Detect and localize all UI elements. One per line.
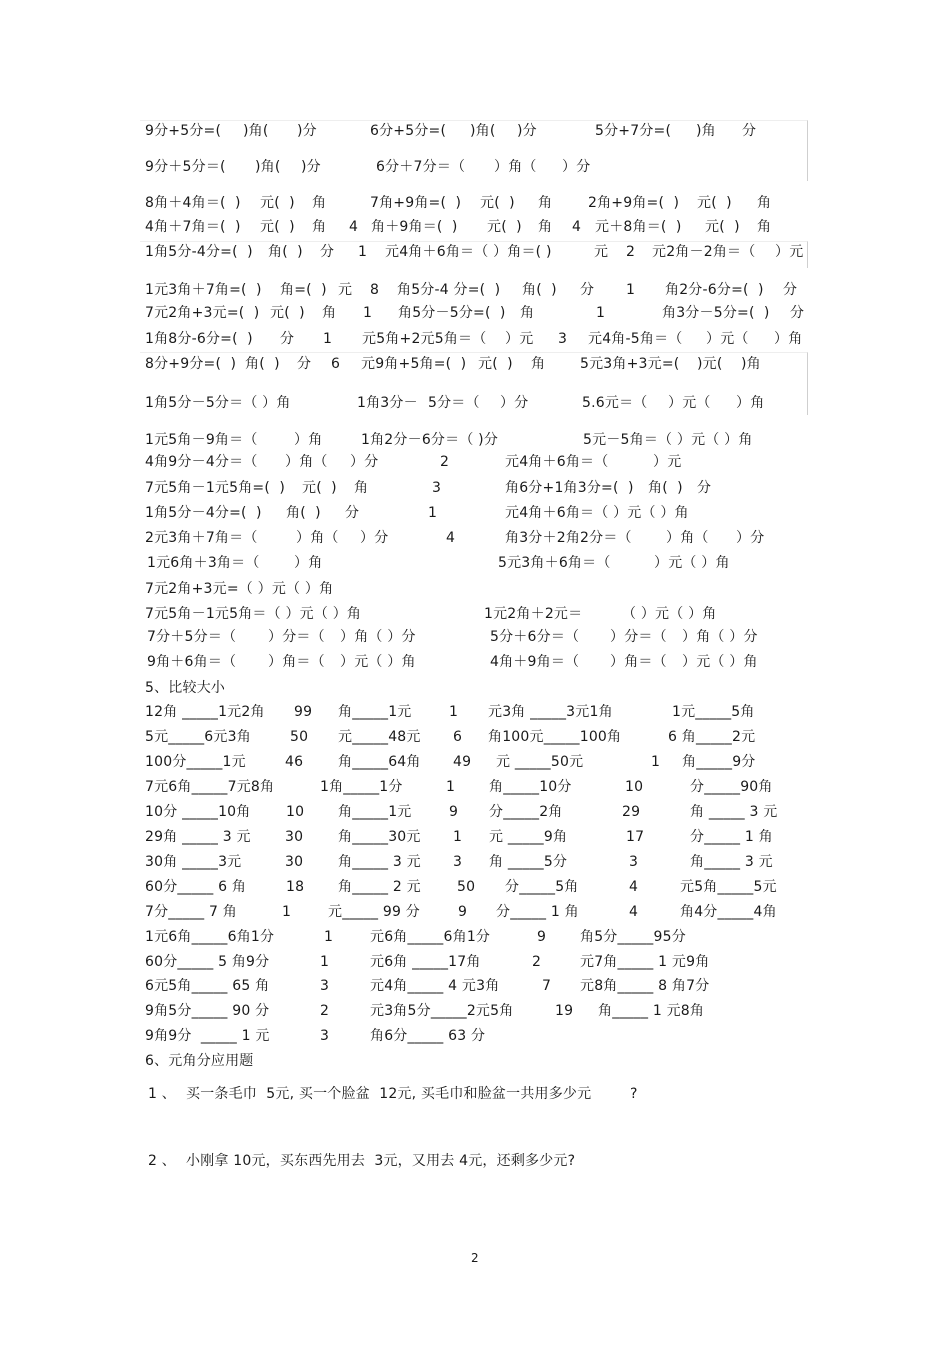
cell: 7元5角－1元5角=( ) [145, 480, 285, 496]
compare-row-9 [0, 901, 950, 923]
cell: )分 [301, 159, 321, 175]
cell: 元( ) [260, 219, 295, 235]
cell: 角 [322, 305, 337, 321]
cell: 分_____ 1 角 [690, 829, 773, 845]
cell: 4 [629, 879, 639, 895]
cell: 角_____ 2 元 [338, 879, 421, 895]
cell: 分_____90角 [690, 779, 773, 795]
cell: )角( [470, 123, 496, 139]
cell: 元5角_____5元 [680, 879, 777, 895]
cell: 1元3角＋7角=( ) [145, 282, 262, 298]
cell: ）角（ ）分 [340, 629, 416, 645]
cell: 5元－5角＝（ ）元（ ）角 [583, 432, 753, 448]
cell: 3 [629, 854, 639, 870]
cell: 9角9分 _____ 1 元 [145, 1028, 270, 1044]
cell: 元( ) [487, 219, 522, 235]
cell: 7元2角+3元=（ ）元（ ）角 [145, 581, 334, 597]
cell: ）角（ [666, 530, 709, 546]
cell: 1 [323, 331, 333, 347]
compare-row-5 [0, 801, 950, 823]
cell: 1 [358, 244, 368, 260]
compare-row-2 [0, 726, 950, 748]
cell: 角2分-6分=( ) [665, 282, 764, 298]
cell: 分 [280, 331, 295, 347]
cell: 5元3角＋6角＝（ [498, 555, 611, 571]
exercise-row-18 [0, 603, 950, 625]
cell: 5分＋6分＝（ [490, 629, 580, 645]
cell: 1元6角_____6角1分 [145, 929, 275, 945]
cell: 角 [757, 219, 772, 235]
cell: )角 [741, 356, 761, 372]
cell: 18 [286, 879, 305, 895]
cell: 角6分_____ 63 分 [370, 1028, 486, 1044]
cell: 60分_____ 5 角9分 [145, 954, 270, 970]
cell: 分_____2角 [489, 804, 563, 820]
cell: 角 [538, 219, 553, 235]
exercise-row-20 [0, 651, 950, 673]
cell: 角5分-4 分=( ) [397, 282, 501, 298]
cell: 角 _____5分 [489, 854, 568, 870]
cell: )分 [517, 123, 537, 139]
cell: 1 [363, 305, 373, 321]
cell: 元 _____9角 [489, 829, 568, 845]
cell: 5分+7分=( [595, 123, 672, 139]
cell: ）分 [350, 454, 379, 470]
exercise-row-13 [0, 477, 950, 499]
problem-1 [0, 1083, 950, 1105]
cell: 角 [520, 305, 535, 321]
cell: ）角（ [296, 530, 339, 546]
cell: ）分＝（ [610, 629, 667, 645]
cell: 7角+9角=( ) [370, 195, 462, 211]
exercise-row-7 [0, 302, 950, 324]
cell: 元_____48元 [338, 729, 421, 745]
cell: 12角 _____1元2角 [145, 704, 265, 720]
cell: 30角 _____3元 [145, 854, 242, 870]
cell: 元6角 _____17角 [370, 954, 481, 970]
cell: ）元 [653, 454, 682, 470]
cell: 元5角+2元5角＝（ [362, 331, 487, 347]
cell: 4 [572, 219, 582, 235]
cell: 1元_____5角 [672, 704, 755, 720]
cell: 元6角_____6角1分 [370, 929, 491, 945]
cell: 9 [458, 904, 468, 920]
cell: 角_____ 3 元 [690, 854, 773, 870]
exercise-row-19 [0, 626, 950, 648]
cell: 角5分－5分=( ) [398, 305, 506, 321]
exercise-row-17 [0, 578, 950, 600]
cell: 1角3分－ [357, 395, 418, 411]
cell: 角 [312, 219, 327, 235]
cell: （ ）元（ ）角 [622, 606, 717, 622]
cell: ）元（ ）角 [654, 555, 730, 571]
cell: 1 [428, 505, 438, 521]
problem-text: 小刚拿 10元，买东西先用去 3元，又用去 4元，还剩多少元? [186, 1153, 576, 1169]
cell: 2 [532, 954, 542, 970]
cell: ）角（ [285, 454, 328, 470]
cell: 46 [285, 754, 304, 770]
cell: ）角 [774, 331, 803, 347]
compare-row-11 [0, 951, 950, 973]
cell: ）元（ ）角 [682, 654, 758, 670]
cell: 角6分+1角3分=( ) [505, 480, 634, 496]
cell: 99 [294, 704, 313, 720]
compare-row-6 [0, 826, 950, 848]
cell: 角_____9分 [682, 754, 756, 770]
cell: ）分 [500, 395, 529, 411]
cell: 9分＋5分＝( [145, 159, 226, 175]
cell: ）角（ [494, 159, 537, 175]
exercise-row-10 [0, 392, 950, 414]
cell: 7 [542, 978, 552, 994]
cell: 角 [538, 195, 553, 211]
cell: 角_____30元 [338, 829, 421, 845]
cell: 1 [626, 282, 636, 298]
cell: 角4分_____4角 [680, 904, 777, 920]
cell: 9 [449, 804, 459, 820]
problem-number: 1 、 [148, 1086, 176, 1102]
cell: 元7角_____ 1 元9角 [580, 954, 710, 970]
cell: 元 _____50元 [496, 754, 584, 770]
cell: 5元3角+3元=( [580, 356, 680, 372]
cell: 1 [446, 779, 456, 795]
cell: 元3角5分_____2元5角 [370, 1003, 514, 1019]
exercise-row-2 [0, 156, 950, 178]
cell: ）分 [736, 530, 765, 546]
cell: 17 [626, 829, 645, 845]
exercise-row-9 [0, 353, 950, 375]
cell: 角( ) [648, 480, 683, 496]
cell: 角_____64角 [338, 754, 421, 770]
cell: 元 [338, 282, 353, 298]
cell: 元( ) [480, 195, 515, 211]
cell: 分 [742, 123, 757, 139]
cell: ）角 [736, 395, 765, 411]
cell: )角( [255, 159, 281, 175]
cell: 分_____ 1 角 [496, 904, 579, 920]
cell: 元4角＋6角＝（ ）元（ ）角 [505, 505, 689, 521]
cell: 角=( ) [280, 282, 327, 298]
cell: 元( ) [260, 195, 295, 211]
cell: 4角＋9角＝（ [490, 654, 580, 670]
exercise-row-14 [0, 502, 950, 524]
cell: 元( ) [697, 195, 732, 211]
cell: 29角 _____ 3 元 [145, 829, 251, 845]
exercise-row-1 [0, 120, 950, 142]
cell: 1 [282, 904, 292, 920]
cell: 分 [697, 480, 712, 496]
cell: 1角_____1分 [320, 779, 403, 795]
cell: 3 [453, 854, 463, 870]
cell: ）角＝（ [268, 654, 325, 670]
cell: ）角（ ）分 [682, 629, 758, 645]
cell: ）元（ [706, 331, 749, 347]
cell: 9 [537, 929, 547, 945]
compare-row-4 [0, 776, 950, 798]
cell: 1 [320, 954, 330, 970]
compare-row-3 [0, 751, 950, 773]
exercise-row-11 [0, 429, 950, 451]
cell: 7元6角_____7元8角 [145, 779, 275, 795]
cell: ）分＝（ [268, 629, 325, 645]
cell: 2角+9角=( ) [588, 195, 680, 211]
cell: 60分_____ 6 角 [145, 879, 247, 895]
cell: 分 [297, 356, 312, 372]
cell: 7分＋5分＝（ [147, 629, 237, 645]
cell: 角100元_____100角 [488, 729, 622, 745]
cell: 2 [440, 454, 450, 470]
cell: 6 [331, 356, 341, 372]
cell: 6元5角_____ 65 角 [145, 978, 270, 994]
cell: 10 [286, 804, 305, 820]
cell: 30 [285, 829, 304, 845]
cell: 8分+9分=( ) [145, 356, 237, 372]
cell: 1角2分－6分＝（ )分 [361, 432, 499, 448]
cell: 1 [453, 829, 463, 845]
cell: 1 [324, 929, 334, 945]
cell: 角3分＋2角2分＝（ [505, 530, 632, 546]
cell: ）角＝（ [610, 654, 667, 670]
cell: 1角5分－5分＝（ ）角 [145, 395, 291, 411]
cell: 分 [320, 244, 335, 260]
cell: )角( [243, 123, 269, 139]
cell: ）元（ [668, 395, 711, 411]
cell: ）角 [294, 555, 323, 571]
cell: 角 [312, 195, 327, 211]
cell: 元4角-5角＝（ [588, 331, 683, 347]
cell: 元3角 _____3元1角 [488, 704, 613, 720]
cell: )元( [697, 356, 723, 372]
cell: 4 [446, 530, 456, 546]
section-5-heading-row [0, 677, 950, 699]
cell: 角_____ 1 元8角 [598, 1003, 705, 1019]
cell: 4 [629, 904, 639, 920]
cell: 9角5分_____ 90 分 [145, 1003, 270, 1019]
cell: 6分＋7分＝（ [376, 159, 466, 175]
exercise-row-4 [0, 216, 950, 238]
section-6-title: 6、元角分应用题 [145, 1053, 254, 1069]
exercise-row-5 [0, 241, 950, 263]
cell: 分 [783, 282, 798, 298]
exercise-row-3 [0, 192, 950, 214]
cell: 100分_____1元 [145, 754, 246, 770]
cell: 49 [453, 754, 472, 770]
cell: )分 [297, 123, 317, 139]
exercise-row-8 [0, 328, 950, 350]
cell: 3 [558, 331, 568, 347]
cell: 2元3角＋7角＝（ [145, 530, 258, 546]
cell: 角5分_____95分 [580, 929, 686, 945]
cell: 4角＋7角＝( ) [145, 219, 241, 235]
cell: 1元6角＋3角＝（ [147, 555, 260, 571]
cell: 角( ) [286, 505, 321, 521]
cell: 10分 _____10角 [145, 804, 251, 820]
cell: ）元 [505, 331, 534, 347]
cell: 1 [449, 704, 459, 720]
cell: 元4角_____ 4 元3角 [370, 978, 500, 994]
cell: 30 [285, 854, 304, 870]
cell: 角 [354, 480, 369, 496]
cell: ）分 [360, 530, 389, 546]
cell: 1角5分－4分=( ) [145, 505, 262, 521]
cell: 角＋9角＝( ) [371, 219, 458, 235]
exercise-row-16 [0, 552, 950, 574]
cell: 元( ) [302, 480, 337, 496]
cell: 29 [622, 804, 641, 820]
cell: 1元5角－9角＝（ [145, 432, 258, 448]
cell: 3 [432, 480, 442, 496]
cell: 角3分－5分=( ) [662, 305, 770, 321]
cell: 3 [320, 978, 330, 994]
compare-row-8 [0, 876, 950, 898]
cell: 7元2角+3元=( ) [145, 305, 260, 321]
compare-row-14 [0, 1025, 950, 1047]
cell: 5元_____6元3角 [145, 729, 251, 745]
cell: 10 [625, 779, 644, 795]
cell: 元8角_____ 8 角7分 [580, 978, 710, 994]
cell: 角_____1元 [338, 804, 412, 820]
cell: 5分＝（ [428, 395, 480, 411]
cell: 分 [580, 282, 595, 298]
cell: ）角 [294, 432, 323, 448]
cell: 9分+5分=( [145, 123, 222, 139]
cell: 6 角_____2元 [668, 729, 756, 745]
cell: 分_____5角 [505, 879, 579, 895]
cell: 7分_____ 7 角 [145, 904, 237, 920]
cell: 9角＋6角＝（ [147, 654, 237, 670]
cell: )角 [696, 123, 716, 139]
cell: 元4角＋6角＝（ ）角＝( ) [385, 244, 552, 260]
cell: 元9角+5角=( ) [361, 356, 467, 372]
cell: 角 [531, 356, 546, 372]
section-5-title: 5、比较大小 [145, 680, 226, 696]
problem-2 [0, 1150, 950, 1172]
cell: 2 [626, 244, 636, 260]
cell: 角_____ 3 元 [338, 854, 421, 870]
problem-number: 2 、 [148, 1153, 176, 1169]
cell: ）元（ ）角 [340, 654, 416, 670]
problem-text: 买一条毛巾 5元, 买一个脸盆 12元, 买毛巾和脸盆一共用多少元 [186, 1086, 592, 1102]
compare-row-13 [0, 1000, 950, 1022]
cell: 7元5角－1元5角＝（ ）元（ ）角 [145, 606, 362, 622]
compare-row-10 [0, 926, 950, 948]
cell: 50 [290, 729, 309, 745]
cell: 角_____10分 [489, 779, 572, 795]
compare-row-7 [0, 851, 950, 873]
compare-row-1 [0, 701, 950, 723]
cell: 5.6元＝（ [582, 395, 648, 411]
cell: 分 [790, 305, 805, 321]
cell: 2 [320, 1003, 330, 1019]
cell: 8角＋4角＝( ) [145, 195, 241, 211]
cell: 元 [594, 244, 609, 260]
cell: 1 [651, 754, 661, 770]
cell: 元_____ 99 分 [328, 904, 420, 920]
cell: 4角9分－4分＝（ [145, 454, 258, 470]
page-number: 2 [471, 1251, 479, 1265]
cell: 8 [370, 282, 380, 298]
exercise-row-15 [0, 527, 950, 549]
cell: 50 [457, 879, 476, 895]
exercise-row-6 [0, 279, 950, 301]
cell: 元( ) [478, 356, 513, 372]
cell: 角( ) [245, 356, 280, 372]
cell: 角 [757, 195, 772, 211]
cell: 6分+5分=( [370, 123, 447, 139]
cell: 6 [453, 729, 463, 745]
cell: ）分 [562, 159, 591, 175]
section-6-heading-row [0, 1050, 950, 1072]
cell: 1元2角＋2元＝ [484, 606, 583, 622]
cell: 元4角＋6角＝（ [505, 454, 609, 470]
cell: 元2角－2角＝（ [652, 244, 756, 260]
cell: 4 [349, 219, 359, 235]
cell: 元( ) [270, 305, 305, 321]
exercise-row-12 [0, 451, 950, 473]
cell: 角 _____ 3 元 [690, 804, 778, 820]
cell: 1角8分-6分=( ) [145, 331, 253, 347]
cell: 19 [555, 1003, 574, 1019]
cell: 元＋8角＝( ) [595, 219, 682, 235]
cell: 1角5分-4分=( ) [145, 244, 253, 260]
compare-row-12 [0, 975, 950, 997]
cell: 角( ) [522, 282, 557, 298]
cell: 分 [345, 505, 360, 521]
cell: 元( ) [705, 219, 740, 235]
cell: 3 [320, 1028, 330, 1044]
problem-tail: ? [630, 1086, 638, 1102]
cell: ）元 [775, 244, 804, 260]
cell: 角( ) [268, 244, 303, 260]
cell: 1 [596, 305, 606, 321]
cell: 角_____1元 [338, 704, 412, 720]
